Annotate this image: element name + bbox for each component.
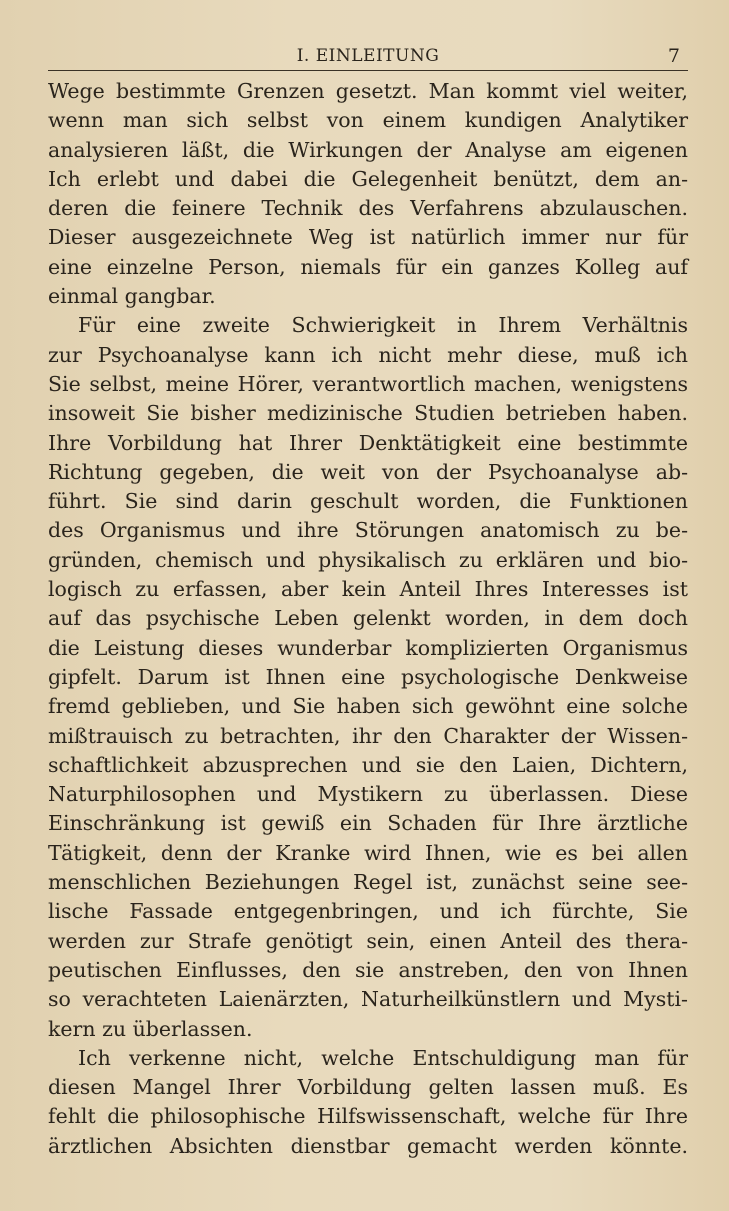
text-line: logisch zu erfassen, aber kein Anteil Ihres Interesses ist [48, 577, 688, 602]
text-line: Naturphilosophen und Mystikern zu überlassen. Diese [48, 782, 688, 807]
text-line: Richtung gegeben, die weit von der Psychoanalyse ab- [48, 459, 688, 484]
text-line: lische Fassade entgegenbringen, und ich fürchte, Sie [48, 899, 688, 924]
text-line: die Leistung dieses wunderbar komplizierten Organismus [48, 635, 688, 660]
text-line: einmal gangbar. [48, 284, 216, 309]
text-line: peutischen Einflusses, den sie anstreben, den von Ihnen [48, 957, 688, 982]
text-line: des Organismus und ihre Störungen anatomisch zu be- [48, 518, 688, 543]
chapter-title: I. EINLEITUNG [296, 46, 440, 66]
text-line: auf das psychische Leben gelenkt worden, in dem doch [48, 606, 688, 631]
text-line: deren die feinere Technik des Verfahrens abzulauschen. [48, 196, 688, 221]
text-line: Tätigkeit, denn der Kranke wird Ihnen, wie es bei allen [48, 840, 688, 865]
text-line: Für eine zweite Schwierigkeit in Ihrem Verhältnis [78, 313, 688, 338]
text-line: Ich verkenne nicht, welche Entschuldigung man für [78, 1045, 688, 1070]
text-line: analysieren läßt, die Wirkungen der Analyse am eigenen [48, 137, 688, 162]
text-line: fremd geblieben, und Sie haben sich gewöhnt eine solche [48, 694, 688, 719]
text-line: diesen Mangel Ihrer Vorbildung gelten lassen muß. Es [48, 1075, 688, 1100]
text-line: Einschränkung ist gewiß ein Schaden für Ihre ärztliche [48, 811, 688, 836]
text-line: zur Psychoanalyse kann ich nicht mehr diese, muß ich [48, 342, 688, 367]
text-line: Sie selbst, meine Hörer, verantwortlich machen, wenigstens [48, 371, 688, 396]
text-line: ärztlichen Absichten dienstbar gemacht werden könnte. [48, 1133, 688, 1158]
text-line: Ich erlebt und dabei die Gelegenheit benützt, dem an- [48, 166, 688, 191]
text-line: insoweit Sie bisher medizinische Studien betrieben haben. [48, 401, 688, 426]
text-line: gründen, chemisch und physikalisch zu erklären und bio- [48, 547, 688, 572]
text-line: Dieser ausgezeichnete Weg ist natürlich immer nur für [48, 225, 688, 250]
text-line: schaftlichkeit abzusprechen und sie den Laien, Dichtern, [48, 752, 688, 777]
text-line: führt. Sie sind darin geschult worden, die Funktionen [48, 489, 688, 514]
text-line: so verachteten Laienärzten, Naturheilkünstlern und Mysti- [48, 987, 688, 1012]
text-line: Wege bestimmte Grenzen gesetzt. Man kommt viel weiter, [48, 79, 688, 103]
text-line: Ihre Vorbildung hat Ihrer Denktätigkeit eine bestimmte [48, 430, 688, 455]
text-line: werden zur Strafe genötigt sein, einen Anteil des thera- [48, 928, 688, 953]
text-line: fehlt die philosophische Hilfswissenschaft, welche für Ihre [48, 1104, 688, 1129]
page-number: 7 [667, 45, 680, 67]
text-line: eine einzelne Person, niemals für ein ganzes Kolleg auf [48, 254, 688, 279]
text-line: gipfelt. Darum ist Ihnen eine psychologische Denkweise [48, 664, 688, 689]
text-line: mißtrauisch zu betrachten, ihr den Charakter der Wissen- [48, 723, 688, 748]
text-line: menschlichen Beziehungen Regel ist, zunächst seine see- [48, 870, 688, 895]
running-header [48, 44, 688, 71]
text-line: wenn man sich selbst von einem kundigen Analytiker [48, 108, 688, 133]
body-text [48, 77, 688, 1161]
text-line: kern zu überlassen. [48, 1016, 253, 1041]
